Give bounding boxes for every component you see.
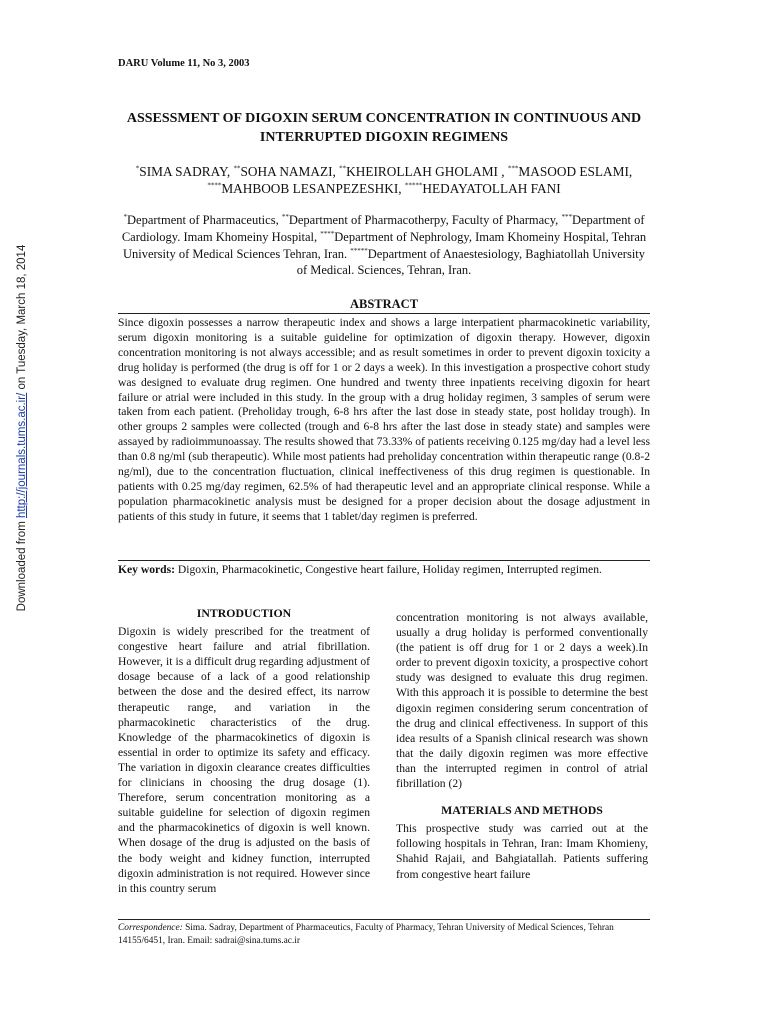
author-mark: ** (233, 164, 241, 173)
author-mark: ***** (404, 181, 423, 190)
author-name: HEDAYATOLLAH FANI (422, 181, 561, 196)
keywords-label: Key words: (118, 563, 175, 576)
affil-text: Department of Nephrology, Imam Khomeiny Hospital, Tehran University of Medical Sciences Tehran, Iran. (122, 229, 647, 261)
author-name: MASOOD ESLAMI, (518, 164, 633, 179)
abstract-heading: ABSTRACT (349, 297, 419, 311)
journal-header: DARU Volume 11, No 3, 2003 (118, 58, 250, 69)
keywords-rule (118, 560, 650, 561)
author-mark: * (135, 164, 140, 173)
author-list (118, 163, 650, 197)
correspondence-footnote (118, 919, 650, 947)
correspondence-text: Sima. Sadray, Department of Pharmaceutics, Faculty of Pharmacy, Tehran University of Medical Sciences, Tehran 14155/6451, Iran. Email: sadrai@sina.tums.ac.ir (118, 923, 614, 946)
introduction-paragraph-left: Digoxin is widely prescribed for the treatment of congestive heart failure and atrial fibrillation. However, it is a difficult drug regarding adjustment of dosage because of a lack of a good relationship between the dose and the desired effect, its narrow therapeutic range, and variation in the pharmacokinetic characteristics of the drug. Knowledge of the pharmacokinetics of digoxin is essential in order to optimize its safety and efficacy. The variation in digoxin clearance creates difficulties for clinicians in choosing the drug dosage (1). Therefore, serum concentration monitoring as a suitable guideline for selection of digoxin regimen and the pharmacokinetics of digoxin is well known. When dosage of the drug is adjusted on the basis of the body weight and kidney function, interrupted digoxin administration is not required. However since in this country serum (118, 625, 370, 895)
author-name: SOHA NAMAZI, (240, 164, 340, 179)
author-mark: *** (507, 164, 519, 173)
affil-mark: *** (561, 212, 572, 221)
paper-title: ASSESSMENT OF DIGOXIN SERUM CONCENTRATION IN CONTINUOUS AND INTERRUPTED DIGOXIN REGIMENS (126, 111, 642, 145)
affil-text: Department of Pharmacotherpy, Faculty of Pharmacy, (288, 213, 562, 227)
download-stamp (16, 218, 28, 638)
affil-mark: **** (320, 229, 335, 238)
author-mark: **** (207, 181, 222, 190)
affil-text: Department of Pharmaceutics, (127, 213, 282, 227)
stamp-suffix: on Tuesday, March 18, 2014 (16, 244, 28, 393)
keywords (118, 562, 650, 577)
introduction-heading: INTRODUCTION (196, 606, 292, 620)
keywords-text: Digoxin, Pharmacokinetic, Congestive heart failure, Holiday regimen, Interrupted regimen. (175, 563, 602, 576)
correspondence-label: Correspondence: (118, 923, 183, 933)
affil-mark: * (123, 212, 128, 221)
author-name: MAHBOOB LESANPEZESHKI, (221, 181, 405, 196)
abstract-body: Since digoxin possesses a narrow therapeutic index and shows a large interpatient pharmacokinetic variability, serum digoxin monitoring is a suitable guideline for optimization of digoxin therapy. However, digoxin concentration monitoring is not always accessible; and as result sometimes in order to prevent digoxin toxicity a drug holiday is performed (the drug is off for 1 or 2 days a week). In this investigation a prospective cohort study was designed to evaluate drug regimen. One hundred and twenty three inpatients receiving digoxin for heart failure or atrial were included in this study. In the group with a drug holiday regimen, 3 samples of serum were taken from each patient. (Preholiday trough, 6-8 hrs after the last dose in steady state, post holiday trough). In other groups 2 samples were collected (trough and 6-8 hrs after the last dose in steady state) and samples were assayed by radioimmunoassay. The results showed that 73.33% of patients receiving 0.125 mg/day had a level less than 0.8 ng/ml (sub therapeutic). While most patients had preholiday concentration within therapeutic range (0.8-2 ng/ml), due to the concentration fluctuation, clinical ineffectiveness of this drug regimen is questionable. In patients with 0.25 mg/day regimen, 62.5% of had therapeutic level and an appropriate clinical response. While a population pharmacokinetic analysis must be designed for a proper decision about the dosage adjustment in patients of this study in future, it seems that 1 tablet/day regimen is preferred. (118, 316, 650, 523)
abstract-top-rule (118, 313, 650, 314)
affil-text: Department of Anaestesiology, Baghiatollah University of Medical. Sciences, Tehran, Iran. (296, 246, 646, 278)
author-mark: ** (339, 164, 347, 173)
affil-text: Department of Cardiology. Imam Khomeiny Hospital, (121, 213, 645, 244)
stamp-prefix: Downloaded from (16, 518, 28, 612)
author-name: KHEIROLLAH GHOLAMI , (346, 164, 508, 179)
right-column (396, 610, 648, 882)
affiliations (118, 212, 650, 279)
methods-heading: MATERIALS AND METHODS (441, 803, 603, 818)
journal-link[interactable]: http://journals.tums.ac.ir/ (16, 392, 28, 519)
download-stamp-text (16, 245, 28, 612)
introduction-paragraph-right: concentration monitoring is not always available, usually a drug holiday is performed conventionally (the patient is off drug for 1 or 2 days a week).In order to prevent digoxin toxicity, a prospective cohort study was designed to evaluate this drug regimen. With this approach it is possible to determine the best digoxin regimen considering serum concentration of the drug and clinical effectiveness. In support of this idea results of a Spanish clinical research was shown that the daily digoxin regimen was more effective than the interrupted regimen in control of atrial fibrillation (2) (396, 611, 648, 791)
affil-mark: ** (281, 212, 289, 221)
methods-paragraph: This prospective study was carried out at the following hospitals in Tehran, Iran: Imam Khomieny, Shahid Rajaii, and Bahgiatallah. Patients suffering from congestive heart failure (396, 822, 648, 881)
left-column (118, 606, 370, 896)
affil-mark: ***** (350, 246, 368, 255)
author-name: SIMA SADRAY, (139, 164, 234, 179)
